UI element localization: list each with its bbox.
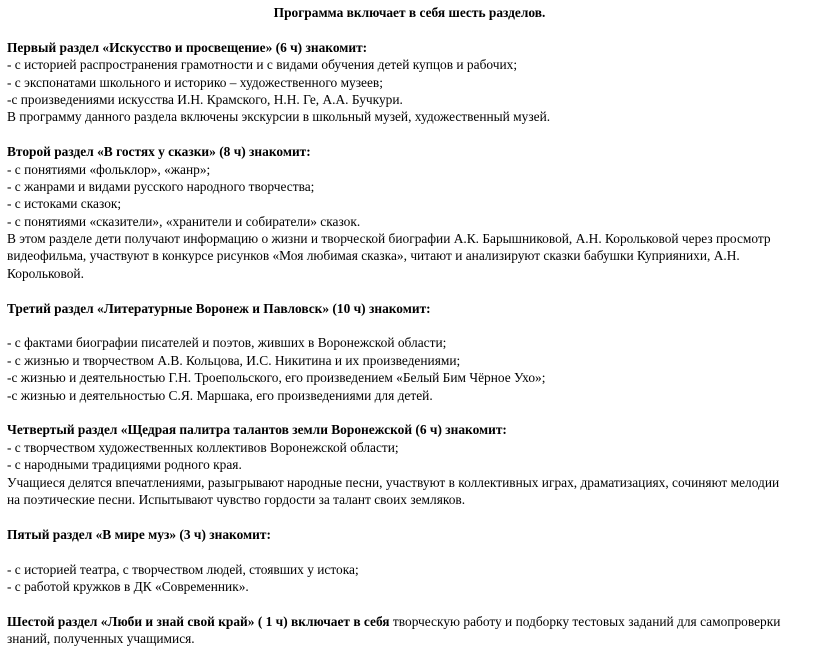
section-line: -с жизнью и деятельностью Г.Н. Троепольского, его произведением «Белый Бим Чёрное Ухо»; <box>7 370 546 386</box>
section-heading: Пятый раздел «В мире муз» (3 ч) знакомит: <box>7 526 271 542</box>
section-1 <box>7 39 812 126</box>
section-line: - с понятиями «фольклор», «жанр»; <box>7 161 211 177</box>
section-heading: Шестой раздел «Люби и знай свой край» ( 1 ч) включает в себя <box>7 613 390 629</box>
section-line: В этом разделе дети получают информацию о жизни и творческой биографии А.К. Барышниковой, А.Н. Корольковой через просмотр <box>7 231 771 247</box>
spacer <box>7 21 812 38</box>
section-3 <box>7 300 812 404</box>
section-line: - с жизнью и творчеством А.В. Кольцова, И.С. Никитина и их произведениями; <box>7 352 461 368</box>
section-line: на поэтические песни. Испытывают чувство гордости за талант своих земляков. <box>7 491 466 507</box>
section-line: - с народными традициями родного края. <box>7 457 242 473</box>
spacer <box>7 282 812 299</box>
spacer <box>7 404 812 421</box>
section-line: -с жизнью и деятельностью С.Я. Маршака, его произведениями для детей. <box>7 387 433 403</box>
section-4 <box>7 421 812 508</box>
section-line: В программу данного раздела включены экскурсии в школьный музей, художественный музей. <box>7 109 551 125</box>
spacer <box>7 543 812 560</box>
document-page <box>7 4 812 647</box>
section-line: -с произведениями искусства И.Н. Крамского, Н.Н. Ге, А.А. Бучкури. <box>7 91 403 107</box>
spacer <box>7 126 812 143</box>
section-line: - с понятиями «сказители», «хранители и собиратели» сказок. <box>7 213 361 229</box>
section-6 <box>7 613 812 647</box>
section-line: - с историей распространения грамотности и с видами обучения детей купцов и рабочих; <box>7 57 518 73</box>
section-heading-rest: творческую работу и подборку тестовых заданий для самопроверки <box>389 613 781 629</box>
section-line: видеофильма, участвуют в конкурсе рисунков «Моя любимая сказка», читают и анализируют сказки бабушки Куприянихи, А.Н. <box>7 248 740 264</box>
section-5 <box>7 526 812 596</box>
section-line: - с историей театра, с творчеством людей, стоявших у истока; <box>7 561 359 577</box>
document-title: Программа включает в себя шесть разделов. <box>273 5 546 20</box>
spacer <box>7 317 812 334</box>
section-line: Корольковой. <box>7 265 84 281</box>
section-line: знаний, полученных учащимися. <box>7 631 195 647</box>
section-heading: Первый раздел «Искусство и просвещение» (6 ч) знакомит: <box>7 39 368 55</box>
section-line: - с истоками сказок; <box>7 196 122 212</box>
section-line: - с экспонатами школьного и историко – художественного музеев; <box>7 74 383 90</box>
section-line: - с творчеством художественных коллективов Воронежской области; <box>7 439 399 455</box>
section-line: - с фактами биографии писателей и поэтов, живших в Воронежской области; <box>7 335 447 351</box>
section-heading-line <box>7 613 812 630</box>
section-line: Учащиеся делятся впечатлениями, разыгрывают народные песни, участвуют в коллективных играх, драматизациях, сочиняют мелодии <box>7 474 780 490</box>
section-heading: Второй раздел «В гостях у сказки» (8 ч) знакомит: <box>7 144 311 160</box>
section-line: - с работой кружков в ДК «Современник». <box>7 578 249 594</box>
spacer <box>7 508 812 525</box>
section-heading: Четвертый раздел «Щедрая палитра талантов земли Воронежской (6 ч) знакомит: <box>7 422 507 438</box>
section-heading: Третий раздел «Литературные Воронеж и Павловск» (10 ч) знакомит: <box>7 300 431 316</box>
section-line: - с жанрами и видами русского народного творчества; <box>7 178 315 194</box>
spacer <box>7 595 812 612</box>
section-2 <box>7 143 812 282</box>
